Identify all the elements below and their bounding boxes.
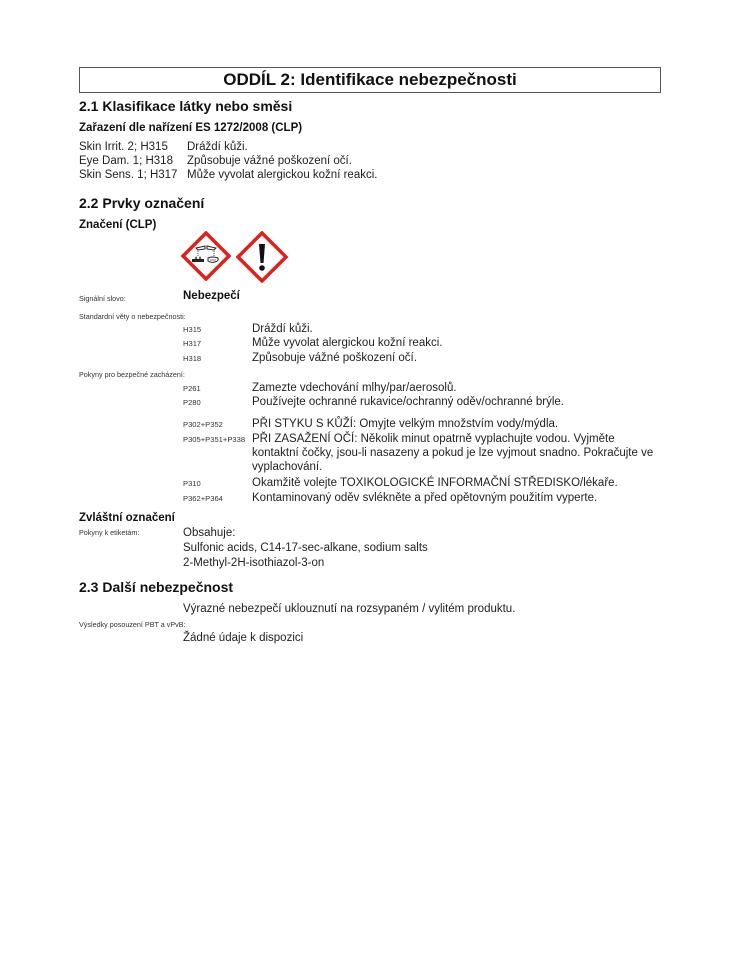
- precaution-code: P362+P364: [183, 494, 223, 503]
- classification-text: Může vyvolat alergickou kožní reakci.: [187, 169, 378, 181]
- heading-2-3: 2.3 Další nebezpečnost: [79, 579, 234, 595]
- precaution-code: P280: [183, 398, 201, 407]
- hazard-text: Dráždí kůži.: [252, 323, 313, 335]
- classification-text: Způsobuje vážné poškození očí.: [187, 155, 352, 167]
- classification-code: Skin Sens. 1; H317: [79, 169, 178, 181]
- hazard-code: H318: [183, 354, 202, 363]
- hazard-code: H317: [183, 339, 202, 348]
- heading-2-1: 2.1 Klasifikace látky nebo směsi: [79, 98, 293, 114]
- classification-code: Skin Irrit. 2; H315: [79, 141, 168, 153]
- signal-word-label: Signální slovo:: [79, 294, 126, 303]
- special-labelling-heading: Zvláštní označení: [79, 512, 175, 524]
- other-hazards-text: Výrazné nebezpečí uklouznutí na rozsypaném / vylitém produktu.: [183, 603, 516, 615]
- precaution-text: Používejte ochranné rukavice/ochranný oděv/ochranné brýle.: [252, 396, 564, 408]
- classification-code: Eye Dam. 1; H318: [79, 155, 173, 167]
- hazard-code: H315: [183, 325, 202, 334]
- corrosion-pictogram-icon: [181, 231, 231, 281]
- hazard-statements-label: Standardní věty o nebezpečnosti:: [79, 312, 186, 321]
- precaution-code: P305+P351+P338: [183, 435, 246, 444]
- precaution-code: P302+P352: [183, 420, 223, 429]
- precaution-text: PŘI STYKU S KŮŽÍ: Omyjte velkým množstvím vody/mýdla.: [252, 418, 559, 430]
- hazard-text: Může vyvolat alergickou kožní reakci.: [252, 337, 443, 349]
- section-title: ODDÍL 2: Identifikace nebezpečnosti: [79, 67, 661, 93]
- pbt-label: Výsledky posouzení PBT a vPvB:: [79, 620, 186, 629]
- precautionary-statements-label: Pokyny pro bezpečné zacházení:: [79, 370, 185, 379]
- label-notes-label: Pokyny k etiketám:: [79, 528, 140, 537]
- pbt-text: Žádné údaje k dispozici: [183, 632, 304, 644]
- label-note: 2-Methyl-2H-isothiazol-3-on: [183, 557, 325, 569]
- subheading-clp-labelling: Značení (CLP): [79, 219, 157, 231]
- heading-2-2: 2.2 Prvky označení: [79, 195, 205, 211]
- precaution-text: Zamezte vdechování mlhy/par/aerosolů.: [252, 382, 457, 394]
- precaution-text: Kontaminovaný oděv svlékněte a před opětovným použitím vyperte.: [252, 492, 598, 504]
- subheading-clp-classification: Zařazení dle nařízení ES 1272/2008 (CLP): [79, 122, 303, 134]
- label-note: Sulfonic acids, C14-17-sec-alkane, sodium salts: [183, 542, 428, 554]
- hazard-text: Způsobuje vážné poškození očí.: [252, 352, 417, 364]
- precaution-code: P261: [183, 384, 201, 393]
- classification-text: Dráždí kůži.: [187, 141, 248, 153]
- precaution-text: Okamžitě volejte TOXIKOLOGICKÉ INFORMAČNÍ STŘEDISKO/lékaře.: [252, 477, 618, 489]
- precaution-code: P310: [183, 479, 201, 488]
- precaution-text: PŘI ZASAŽENÍ OČÍ: Několik minut opatrně vyplachujte vodou. Vyjměte kontaktní čočky, jsou-li nasazeny a pokud je lze vyjmout snadno. Pokračujte ve vyplachování.: [252, 433, 654, 473]
- label-note: Obsahuje:: [183, 527, 236, 539]
- signal-word: Nebezpečí: [183, 290, 240, 302]
- exclamation-pictogram-icon: [236, 231, 288, 283]
